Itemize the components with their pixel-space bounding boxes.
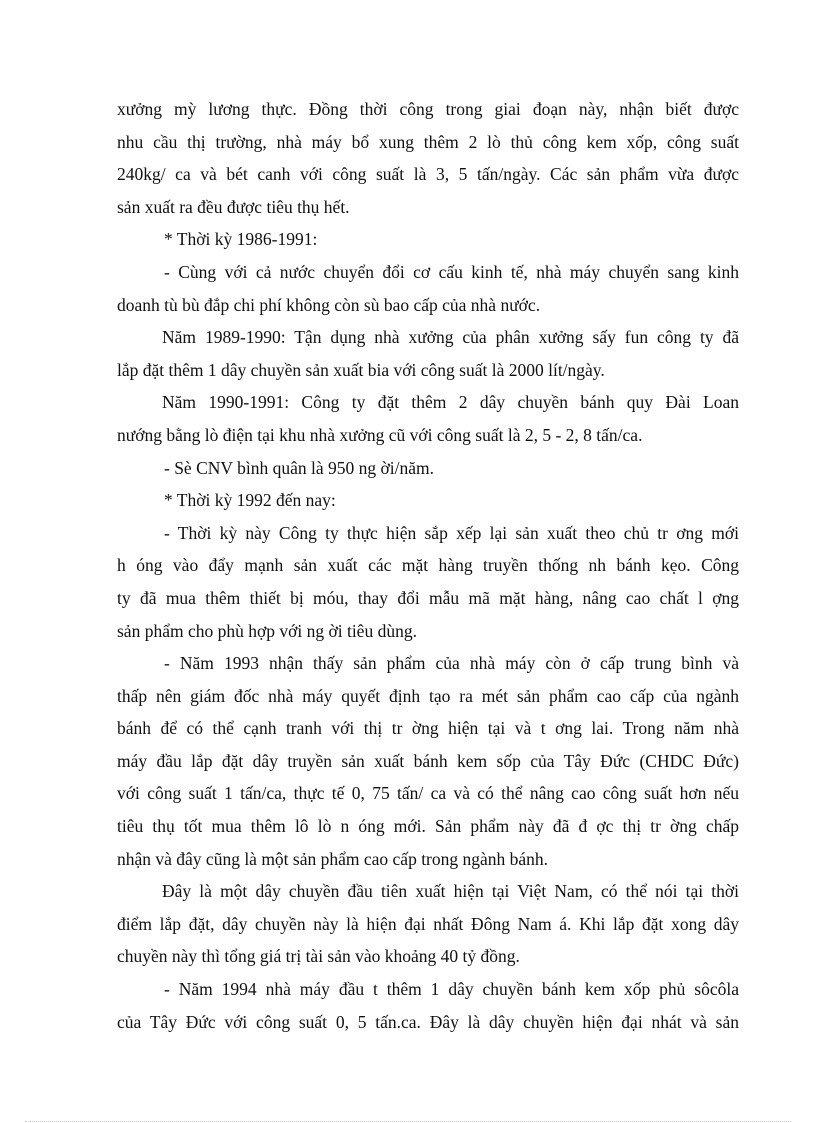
text-line: - Sè CNV bình quân là 950 ng ời/năm.	[164, 457, 434, 478]
body-text	[117, 93, 739, 1038]
text-line: - Năm 1994 nhà máy đầu t thêm 1 dây chuyền bánh kem xốp phủ sôcôla	[164, 979, 739, 1000]
text-line: nhận và đây cũng là một sản phẩm cao cấp trong ngành bánh.	[117, 848, 549, 869]
text-line: của Tây Đức với công suất 0, 5 tấn.ca. Đây là dây chuyền hiện đại nhát và sản	[117, 1011, 739, 1032]
text-line: máy đầu lắp đặt dây truyền sản xuất bánh kem sốp của Tây Đức (CHDC Đức)	[117, 750, 739, 771]
text-line: xưởng mỳ lương thực. Đồng thời công trong giai đoạn này, nhận biết được	[117, 99, 739, 119]
text-line: - Năm 1993 nhận thấy sản phẩm của nhà máy còn ở cấp trung bình và	[164, 653, 739, 674]
text-line: * Thời kỳ 1986-1991:	[164, 229, 318, 250]
text-line: - Thời kỳ này Công ty thực hiện sắp xếp lại sản xuất theo chủ tr ơng mới	[164, 522, 739, 543]
text-line: Năm 1990-1991: Công ty đặt thêm 2 dây chuyền bánh quy Đài Loan	[162, 392, 739, 413]
text-line: lắp đặt thêm 1 dây chuyền sản xuất bia với công suất là 2000 lít/ngày.	[117, 359, 605, 380]
text-line: doanh tù bù đắp chi phí không còn sù bao cấp của nhà nước.	[117, 294, 541, 315]
text-line: nhu cầu thị trường, nhà máy bổ xung thêm 2 lò thủ công kem xốp, công suất	[117, 131, 739, 152]
text-line: * Thời kỳ 1992 đến nay:	[164, 490, 336, 511]
text-line: bánh để có thể cạnh tranh với thị tr ờng hiện tại và t ơng lai. Trong năm nhà	[117, 718, 739, 739]
text-line: ty đã mua thêm thiết bị móu, thay đổi mẫu mã mặt hàng, nâng cao chất l ợng	[117, 587, 739, 608]
text-line: Năm 1989-1990: Tận dụng nhà xưởng của phân xưởng sấy fun công ty đã	[162, 327, 739, 348]
text-line: Đây là một dây chuyền đầu tiên xuất hiện tại Việt Nam, có thể nói tại thời	[162, 881, 739, 902]
text-line: điểm lắp đặt, dây chuyền này là hiện đại nhất Đông Nam á. Khi lắp đặt xong dây	[117, 913, 739, 934]
text-line: với công suất 1 tấn/ca, thực tế 0, 75 tấn/ ca và có thể nâng cao công suất hơn nếu	[117, 783, 739, 804]
text-line: sản xuất ra đều được tiêu thụ hết.	[117, 196, 350, 217]
text-line: tiêu thụ tốt mua thêm lô lò n óng mới. Sản phẩm này đã đ ợc thị tr ờng chấp	[117, 816, 739, 837]
text-line: - Cùng với cả nước chuyển đổi cơ cấu kinh tế, nhà máy chuyển sang kinh	[164, 261, 739, 282]
text-line: 240kg/ ca và bét canh với công suất là 3, 5 tấn/ngày. Các sản phẩm vừa được	[117, 164, 739, 185]
text-line: h óng vào đẩy mạnh sản xuất các mặt hàng truyền thống nh bánh kẹo. Công	[117, 555, 739, 576]
text-line: nướng bằng lò điện tại khu nhà xưởng cũ với công suất là 2, 5 - 2, 8 tấn/ca.	[117, 424, 643, 445]
page-bottom-divider	[25, 1121, 791, 1122]
text-line: sản phẩm cho phù hợp với ng ời tiêu dùng.	[117, 620, 417, 641]
text-line: thấp nên giám đốc nhà máy quyết định tạo ra mét sản phẩm cao cấp của ngành	[117, 685, 739, 706]
text-line: chuyền này thì tổng giá trị tài sản vào khoảng 40 tỷ đồng.	[117, 946, 520, 967]
